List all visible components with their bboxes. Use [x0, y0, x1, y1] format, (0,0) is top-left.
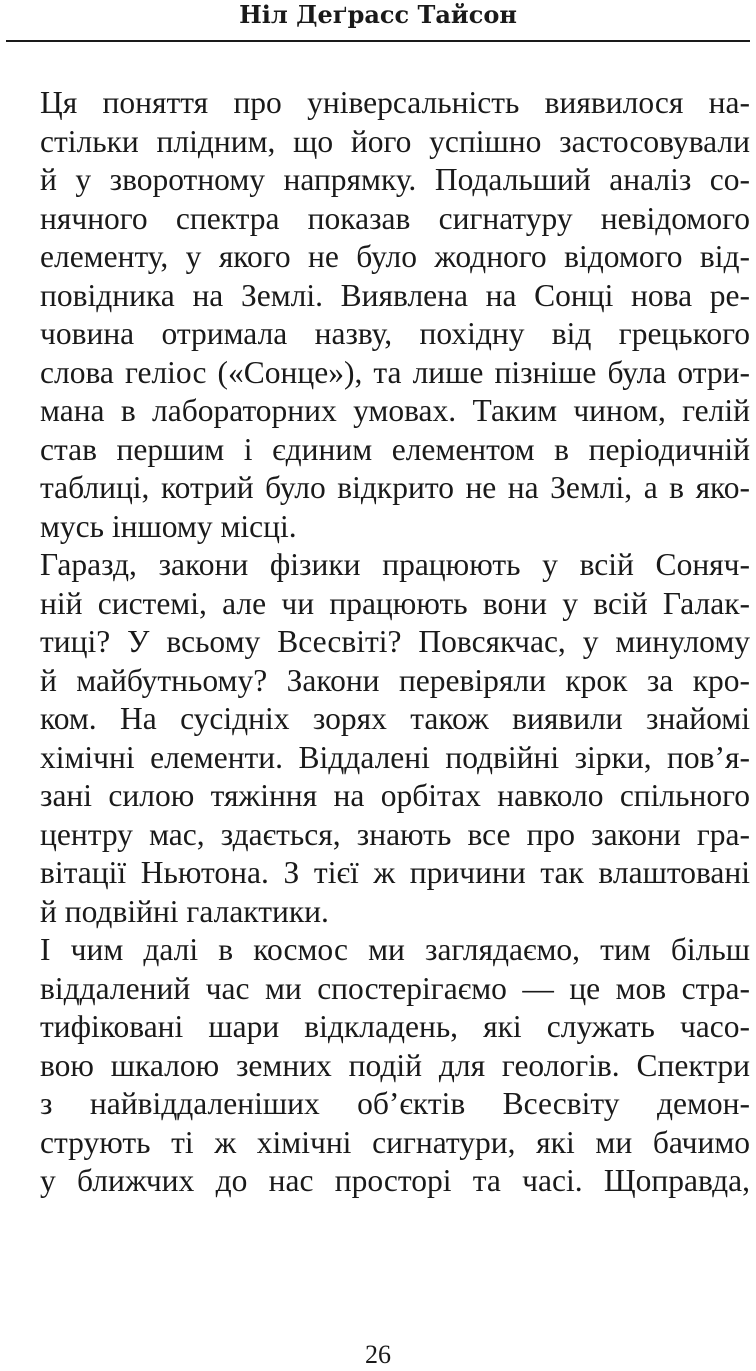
- text-line: й майбутньому? Закони перевіряли крок за кро-: [40, 662, 750, 698]
- header-divider: [6, 40, 750, 42]
- text-line: човина отримала назву, похідну від грецького: [40, 316, 750, 351]
- text-line: слова геліос («Сонце»), та лише пізніше була отри-: [40, 354, 750, 390]
- text-line: Ця поняття про універсальність виявилося на-: [40, 85, 750, 120]
- text-line: стільки плідним, що його успішно застосовували: [40, 123, 750, 159]
- text-line: повідника на Землі. Виявлена на Сонці нова ре-: [40, 277, 750, 313]
- text-line: таблиці, котрий було відкрито не на Землі, а в яко-: [40, 470, 750, 505]
- text-line: нячного спектра показав сигнатуру невідомого: [40, 200, 750, 236]
- paragraph-3: [6, 931, 750, 1201]
- text-line: хімічні елементи. Віддалені подвійні зірки, пов’я-: [40, 739, 750, 775]
- text-line: центру мас, здається, знають все про закони гра-: [40, 816, 750, 852]
- text-line: мусь іншому місці.: [40, 508, 297, 544]
- text-line: став першим і єдиним елементом в періодичній: [40, 431, 750, 467]
- text-line: ній системі, але чи працюють вони у всій Галак-: [40, 585, 750, 621]
- text-line: тифіковані шари відкладень, які служать часо-: [40, 1009, 750, 1044]
- text-line: струють ті ж хімічні сигнатури, які ми бачимо: [40, 1124, 750, 1160]
- text-line: Гаразд, закони фізики працюють у всій Соняч-: [40, 547, 750, 582]
- running-header: Ніл Деґрасс Тайсон: [239, 0, 517, 29]
- text-line: й подвійні галактики.: [40, 893, 329, 929]
- text-line: у ближчих до нас просторі та часі. Щоправда,: [40, 1163, 750, 1198]
- text-line: зані силою тяжіння на орбітах навколо спільного: [40, 778, 750, 813]
- text-line: вою шкалою земних подій для геологів. Спектри: [40, 1047, 750, 1083]
- text-line: віддалений час ми спостерігаємо — це мов стра-: [40, 970, 750, 1006]
- text-line: ком. На сусідніх зорях також виявили знайомі: [40, 701, 750, 736]
- text-line: І чим далі в космос ми заглядаємо, тим більш: [40, 932, 750, 967]
- text-line: тиці? У всьому Всесвіті? Повсякчас, у минулому: [40, 624, 750, 659]
- paragraph-1: [6, 84, 750, 546]
- text-line: вітації Ньютона. З тієї ж причини так влаштовані: [40, 855, 750, 890]
- text-line: з найвіддаленіших об’єктів Всесвіту демон-: [40, 1086, 750, 1121]
- paragraph-2: [6, 546, 750, 931]
- text-line: елементу, у якого не було жодного відомого від-: [40, 239, 750, 274]
- text-line: й у зворотному напрямку. Подальший аналіз со-: [40, 162, 750, 197]
- text-line: мана в лабораторних умовах. Таким чином, гелій: [40, 393, 750, 428]
- page-body: [6, 84, 750, 1201]
- page-number: 26: [365, 1340, 391, 1369]
